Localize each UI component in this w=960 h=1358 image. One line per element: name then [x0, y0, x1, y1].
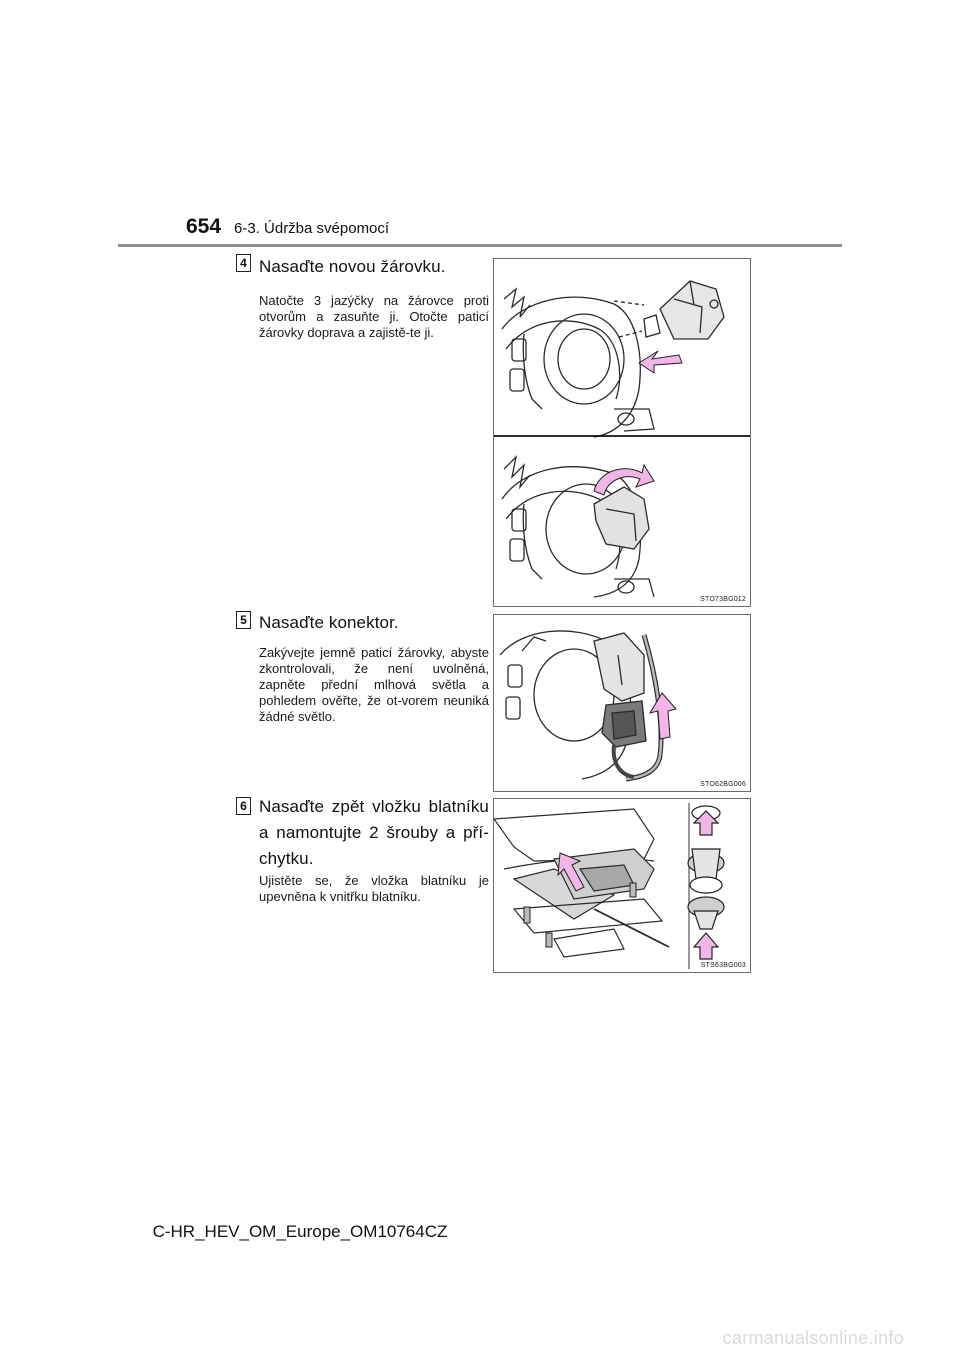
step-5-description: Zakývejte jemně paticí žárovky, abyste zkontrolovali, že není uvolněná, zapněte přední mlhová světla a pohledem ověřte, že ot-vorem neuniká žádné světlo.: [259, 645, 489, 724]
step-4-title: Nasaďte novou žárovku.: [259, 257, 446, 276]
figure-bulb-install: [493, 258, 751, 607]
figure-fender-liner: [493, 798, 751, 973]
step-6-number: 6: [236, 797, 251, 815]
figure-code: STS63BG003: [700, 962, 746, 969]
push-arrow-icon: [650, 693, 676, 739]
step-5-title: Nasaďte konektor.: [259, 613, 399, 632]
step-4-description: Natočte 3 jazýčky na žárovce proti otvorům a zasuňte ji. Otočte paticí žárovky doprava a zajistě-te ji.: [259, 293, 489, 340]
header-divider: [118, 244, 842, 247]
step-4-number: 4: [236, 254, 251, 272]
figure-code: STO62BG006: [700, 781, 746, 788]
step-6-description: Ujistěte se, že vložka blatníku je upevněna k vnitřku blatníku.: [259, 873, 489, 904]
insert-arrow-icon: [639, 351, 682, 373]
section-title: 6-3. Údržba svépomocí: [234, 220, 390, 237]
step-5-number: 5: [236, 611, 251, 629]
page-number: 654: [186, 215, 222, 238]
figure-code: STO73BG012: [700, 596, 746, 603]
document-code: C-HR_HEV_OM_Europe_OM10764CZ: [152, 1222, 448, 1241]
watermark: carmanualsonline.info: [722, 1328, 904, 1348]
figure-connector-install: [493, 614, 751, 792]
step-6-title: Nasaďte zpět vložku blatníku a namontujte 2 šrouby a pří-chytku.: [259, 797, 489, 868]
